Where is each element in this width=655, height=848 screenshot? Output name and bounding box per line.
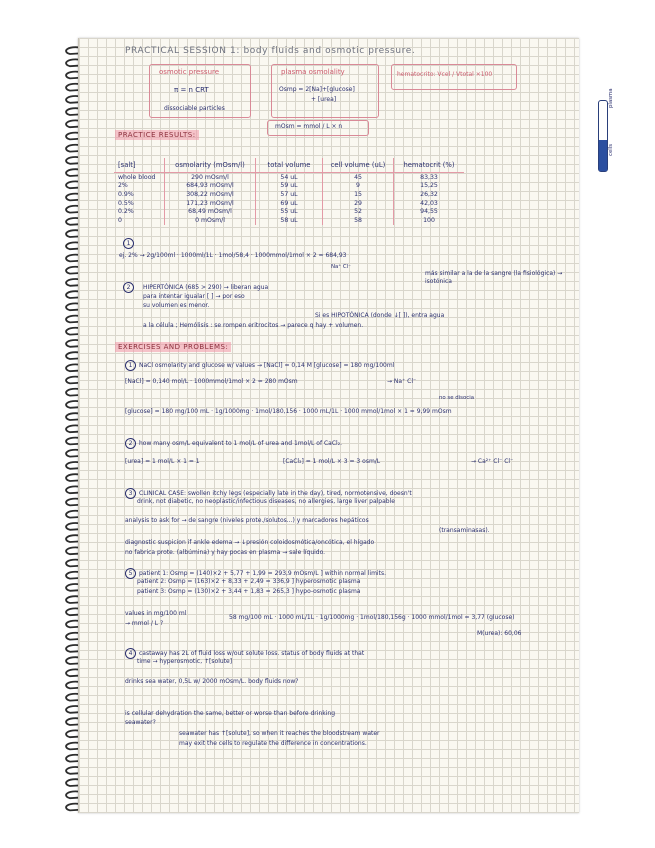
note-1-calculation: ej. 2% → 2g/100ml · 1000ml/1L · 1mol/58,4 · 1000mmol/1mol × 2 = 684,93 (119, 252, 347, 259)
cell-osmolarity: 684,93 mOsm/l (165, 182, 256, 191)
exercise-1-glucose: [glucose] = 180 mg/100 mL · 1g/1000mg · 1mol/180,156 · 1000 mL/1L · 1000 mmol/1mol × 1 = 9,99 mOsm (125, 408, 452, 415)
cell-salt: 0 (118, 216, 122, 224)
exercise-4-line2: time → hyperosmotic, ↑[solute] (137, 658, 233, 665)
exercise-1-number: 1 (125, 360, 136, 371)
exercise-2-number: 2 (125, 438, 136, 449)
exercise-5-conversion-label1: values in mg/100 ml (125, 610, 187, 617)
cell-total-volume: 57 uL (256, 190, 323, 199)
cell-cell-volume: 15 (323, 190, 394, 199)
plasma-osmolality-title: plasma osmolality (281, 68, 345, 76)
table-row (114, 190, 464, 199)
note-2-line5: a la célula ; Hemólisis : se rompen eritrocitos → parece q hay + volumen. (143, 322, 364, 329)
cell-osmolarity: 171,23 mOsm/l (165, 199, 256, 208)
exercise-4-line4: is cellular dehydration the same, better or worse than before drinking (125, 710, 335, 717)
exercise-2-cacl2: [CaCl₂] = 1 mol/L × 3 = 3 osm/L (283, 458, 381, 465)
tube-label-plasma: plasma (608, 88, 614, 108)
exercise-2-urea: [urea] = 1 mol/L × 1 = 1 (125, 458, 200, 465)
exercise-4-line6: seawater has ↑[solute], so when it reaches the bloodstream water (179, 730, 380, 737)
col-header-cell-volume: cell volume (uL) (323, 158, 394, 173)
cell-salt: 0.5% (118, 199, 134, 207)
exercise-3-number: 3 (125, 488, 136, 499)
note-2 (123, 282, 137, 293)
exercise-1-title (125, 360, 394, 371)
exercise-1-note: no se disocia (439, 395, 475, 401)
results-table-header (114, 158, 464, 173)
page-title: PRACTICAL SESSION 1: body fluids and osmotic pressure. (125, 46, 416, 56)
cell-hematocrit: 42,03 (394, 199, 465, 208)
exercise-3-analysis-line1: analysis to ask for → de sangre (niveles prote./solutos...) y marcadores hepáticos (125, 517, 369, 524)
col-header-salt: [salt] (114, 158, 165, 173)
plasma-formula-line2: + [urea] (311, 96, 337, 103)
exercise-5-patient3: patient 3: Osmp = (130)×2 + 3,44 + 1,83 = 265,3 ] hypo-osmotic plasma (137, 588, 361, 595)
cell-cell-volume: 45 (323, 173, 394, 182)
plasma-formula-line1: Osmp = 2[Na]+[glucose] (279, 86, 355, 93)
cell-cell-volume: 9 (323, 182, 394, 191)
tube-label-cells: cells (608, 143, 614, 156)
exercise-1-nacl: [NaCl] = 0,140 mol/L · 1000mmol/1mol × 2 = 280 mOsm (125, 378, 298, 385)
osmotic-pressure-title: osmotic pressure (159, 68, 220, 76)
cell-salt: whole blood (118, 173, 156, 181)
note-1-number: 1 (123, 238, 134, 249)
table-row (114, 216, 464, 225)
exercise-3-analysis-line2: (transaminasas). (439, 527, 490, 534)
exercise-3-diagnosis-line2: no fabrica prote. (albúmina) y hay pocas en plasma → sale líquido. (125, 549, 326, 556)
exercise-5-conversion-label2: → mmol / L ? (125, 620, 164, 627)
note-1-side: más similar a la de la sangre (la fisiológica) → isotónica (425, 270, 563, 285)
osmotic-formula: π = n CRT (174, 86, 209, 94)
cell-cell-volume: 58 (323, 216, 394, 225)
note-2-line2: para intentar igualar [ ] → por eso (143, 293, 245, 300)
col-header-osmolarity: osmolarity (mOsm/l) (165, 158, 256, 173)
exercise-3-case-line1: CLINICAL CASE: swollen itchy legs (especially late in the day), tired, normotensive, doesn't (139, 490, 412, 497)
cell-osmolarity: 0 mOsm/l (165, 216, 256, 225)
exercise-2-text: how many osm/L equivalent to 1 mol/L of urea and 1mol/L of CaCl₂. (139, 440, 343, 447)
exercise-5-patient1-text: patient 1: Osmp = (140)×2 + 5,77 + 1,99 = 293,9 mOsm/L ] within normal limits. (139, 570, 386, 577)
osmotic-note: dissociable particles (164, 105, 225, 112)
cell-total-volume: 55 uL (256, 207, 323, 216)
cell-hematocrit: 83,33 (394, 173, 465, 182)
note-1-ions: Na⁺ Cl⁻ (331, 264, 352, 270)
cell-cell-volume: 52 (323, 207, 394, 216)
note-2-line3: su volumen es menor. (143, 302, 210, 309)
col-header-hematocrit: hematocrit (%) (394, 158, 465, 173)
cell-total-volume: 54 uL (256, 173, 323, 182)
hematocrit-formula: hematocrito: Vcel / Vtotal ×100 (397, 71, 493, 78)
notebook-page (78, 38, 614, 813)
table-row (114, 173, 464, 182)
exercise-4-line3: drinks sea water, 0,5L w/ 2000 mOsm/L. body fluids now? (125, 678, 299, 685)
cell-total-volume: 69 uL (256, 199, 323, 208)
cell-osmolarity: 68,49 mOsm/l (165, 207, 256, 216)
exercise-2-title (125, 438, 342, 449)
cell-salt: 0.9% (118, 190, 134, 198)
exercise-1-text: NaCl osmolarity and glucose w/ values → [NaCl] = 0,14 M [glucose] = 180 mg/100ml (139, 362, 395, 369)
exercise-2-ions: → Ca²⁺ Cl⁻ Cl⁻ (471, 458, 514, 465)
exercise-5-conversion-calc: 58 mg/100 mL · 1000 mL/1L · 1g/1000mg · 1mol/180,156g · 1000 mmol/1mol = 3,77 (glucose) (229, 614, 515, 621)
table-row (114, 207, 464, 216)
exercise-4-line5: seawater? (125, 719, 156, 726)
exercise-4-line1-text: castaway has 2L of fluid loss w/out solute loss. status of body fluids at that (139, 650, 365, 657)
note-2-line4: Si es HIPOTÓNICA (donde ↓[ ]), entra agua (315, 312, 445, 319)
cell-osmolarity: 308,22 mOsm/l (165, 190, 256, 199)
exercise-4-line7: may exit the cells to regulate the difference in concentrations. (179, 740, 367, 747)
exercises-heading: EXERCISES AND PROBLEMS: (115, 342, 231, 352)
col-header-total-volume: total volume (256, 158, 323, 173)
cell-hematocrit: 26,32 (394, 190, 465, 199)
cell-cell-volume: 29 (323, 199, 394, 208)
note-1 (123, 238, 137, 249)
practice-results-heading: PRACTICE RESULTS: (115, 130, 199, 140)
exercise-3-case-line2: drink, not diabetic, no neoplastic/infectious diseases, no allergies, large liver palpable (137, 498, 395, 505)
table-row (114, 182, 464, 191)
cell-hematocrit: 94,55 (394, 207, 465, 216)
hematocrit-tube-icon (598, 100, 608, 172)
exercise-5-number: 5 (125, 568, 136, 579)
cell-total-volume: 59 uL (256, 182, 323, 191)
cell-hematocrit: 15,25 (394, 182, 465, 191)
note-2-line1: HIPERTÓNICA (685 > 290) → liberan agua (143, 284, 269, 291)
table-row (114, 199, 464, 208)
cell-total-volume: 58 uL (256, 216, 323, 225)
cell-salt: 0.2% (118, 208, 134, 216)
results-table (114, 158, 464, 225)
exercise-3-diagnosis-line1: diagnostic suspicion if ankle edema → ↓presión coloidosmótica/oncótica, el hígado (125, 539, 375, 546)
exercise-5-urea-mass: M(urea): 60,06 (477, 630, 522, 637)
exercise-4-number: 4 (125, 648, 136, 659)
cell-hematocrit: 100 (394, 216, 465, 225)
cell-osmolarity: 290 mOsm/l (165, 173, 256, 182)
conversion-formula: mOsm = mmol / L × n (275, 123, 343, 130)
exercise-1-ions: → Na⁺ Cl⁻ (387, 378, 417, 385)
cell-salt: 2% (118, 182, 128, 190)
exercise-5-patient2: patient 2: Osmp = (163)×2 + 8,33 + 2,49 = 336,9 ] hyperosmotic plasma (137, 578, 361, 585)
note-2-number: 2 (123, 282, 134, 293)
